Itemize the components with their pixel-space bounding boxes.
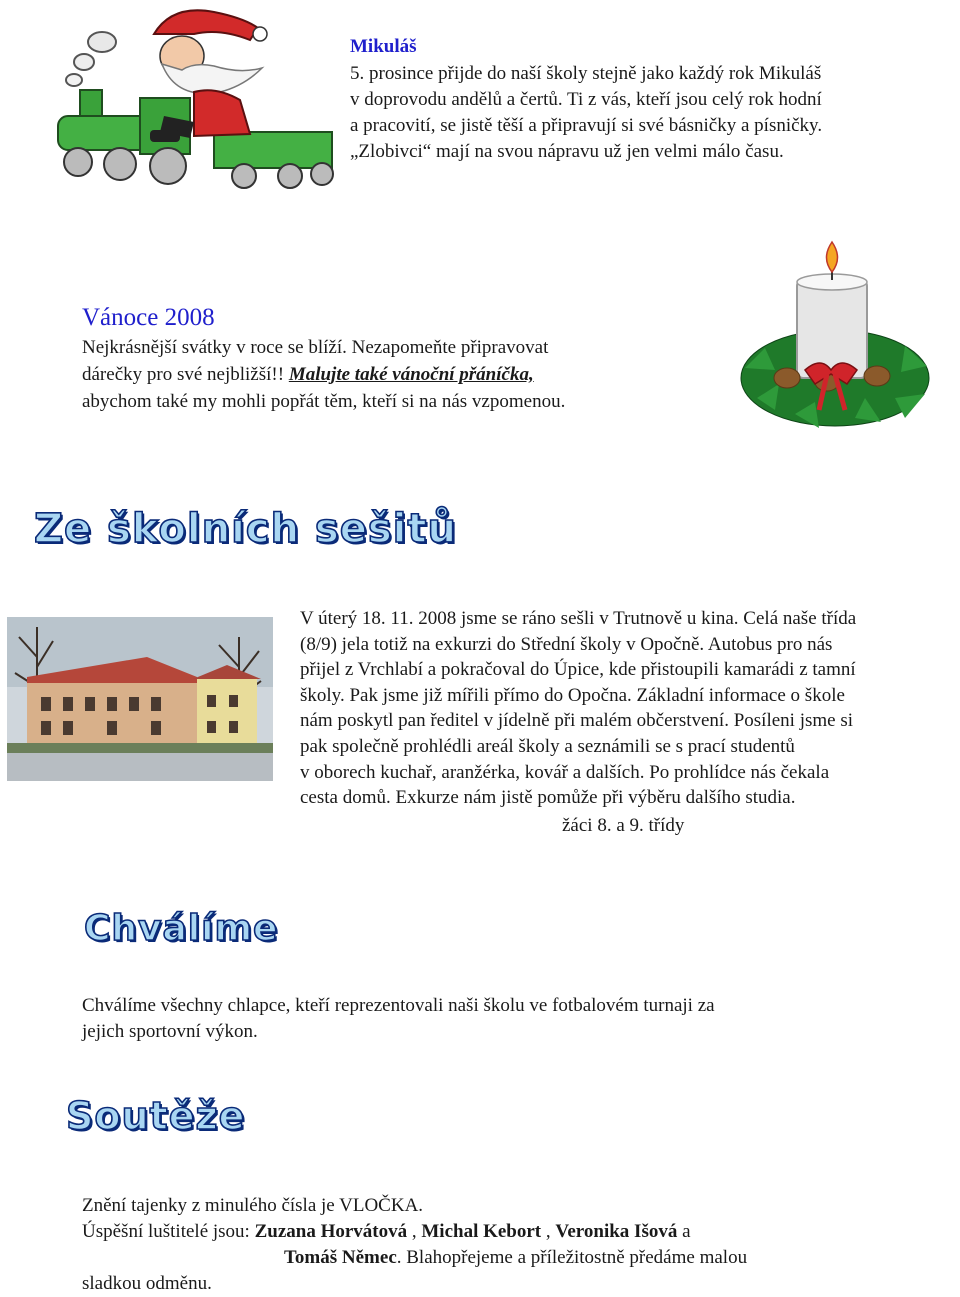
chvalime-heading: Chválíme	[84, 908, 279, 949]
vanoce-title: Vánoce 2008	[82, 304, 215, 331]
mikulas-line: „Zlobivci“ mají na svou nápravu už jen velmi málo času.	[350, 141, 784, 162]
sesity-line: cesta domů. Exkurze nám jistě pomůže při výběru dalšího studia.	[300, 787, 796, 809]
souteze-winners-label: Úspěšní luštitelé jsou:	[82, 1221, 255, 1242]
sesity-signature: žáci 8. a 9. třídy	[562, 815, 685, 836]
vanoce-line-1: Nejkrásnější svátky v roce se blíží. Nezapomeňte připravovat	[82, 337, 549, 358]
sesity-line: (8/9) jela totiž na exkurzi do Střední školy v Opočně. Autobus pro nás	[300, 633, 833, 655]
winner-name: Veronika Išová	[555, 1221, 678, 1242]
mikulas-line: a pracovití, se jistě těší a připravují si své básničky a písničky.	[350, 115, 823, 136]
sesity-line: V úterý 18. 11. 2008 jsme se ráno sešli v Trutnově u kina. Celá naše třída	[300, 608, 857, 629]
school-building-photo	[7, 617, 273, 781]
vanoce-line-3: abychom také my mohli popřát těm, kteří si na nás vzpomenou.	[82, 391, 566, 412]
vanoce-emphasis: Malujte také vánoční přáníčka,	[288, 364, 534, 385]
winner-name: Michal Kebort	[421, 1221, 542, 1242]
chvalime-line: jejich sportovní výkon.	[82, 1021, 258, 1042]
mikulas-paragraph	[350, 61, 950, 165]
souteze-line-1: Znění tajenky z minulého čísla je VLOČKA.	[82, 1195, 424, 1216]
sesity-line: přijel z Vrchlabí a pokračoval do Úpice, kde přistoupili kamarádi z tamní	[300, 659, 856, 681]
sesity-line: v oborech kuchař, aranžérka, kovář a dalších. Po prohlídce nás čekala	[300, 761, 830, 783]
souteze-line-3-text: . Blahopřejeme a příležitostně předáme malou	[396, 1247, 748, 1268]
souteze-paragraph	[82, 1193, 902, 1297]
vanoce-line-2	[82, 361, 702, 388]
chvalime-line: Chválíme všechny chlapce, kteří reprezentovali naši školu ve fotbalovém turnaji za	[82, 995, 715, 1016]
souteze-line-3	[82, 1245, 902, 1271]
winner-separator: ,	[541, 1221, 556, 1242]
winner-conjunction: a	[677, 1221, 691, 1242]
vanoce-paragraph	[82, 334, 702, 415]
souteze-line-2	[82, 1219, 902, 1245]
candle-wreath-illustration	[735, 238, 935, 438]
sesity-line: nám poskytl pan ředitel v jídelně při malém občerstvení. Posíleni jsme si	[300, 710, 854, 732]
sesity-line: pak společně prohlédli areál školy a seznámili se s prací studentů	[300, 735, 795, 757]
santa-train-illustration	[44, 4, 344, 196]
sesity-paragraph	[300, 606, 960, 811]
sesity-heading: Ze školních sešitů	[34, 506, 457, 552]
mikulas-line: v doprovodu andělů a čertů. Ti z vás, kteří jsou celý rok hodní	[350, 89, 822, 110]
mikulas-line: 5. prosince přijde do naší školy stejně jako každý rok Mikuláš	[350, 63, 822, 84]
vanoce-line-2-text: dárečky pro své nejbližší!!	[82, 364, 289, 385]
winner-name: Tomáš Němec	[284, 1247, 397, 1268]
winner-separator: ,	[407, 1221, 422, 1242]
winner-name: Zuzana Horvátová	[254, 1221, 408, 1242]
souteze-line-4: sladkou odměnu.	[82, 1273, 212, 1294]
souteze-heading: Soutěže	[66, 1094, 246, 1138]
chvalime-paragraph	[82, 993, 882, 1045]
mikulas-title: Mikuláš	[350, 36, 417, 57]
sesity-line: školy. Pak jsme již mířili přímo do Opočna. Základní informace o škole	[300, 684, 845, 706]
